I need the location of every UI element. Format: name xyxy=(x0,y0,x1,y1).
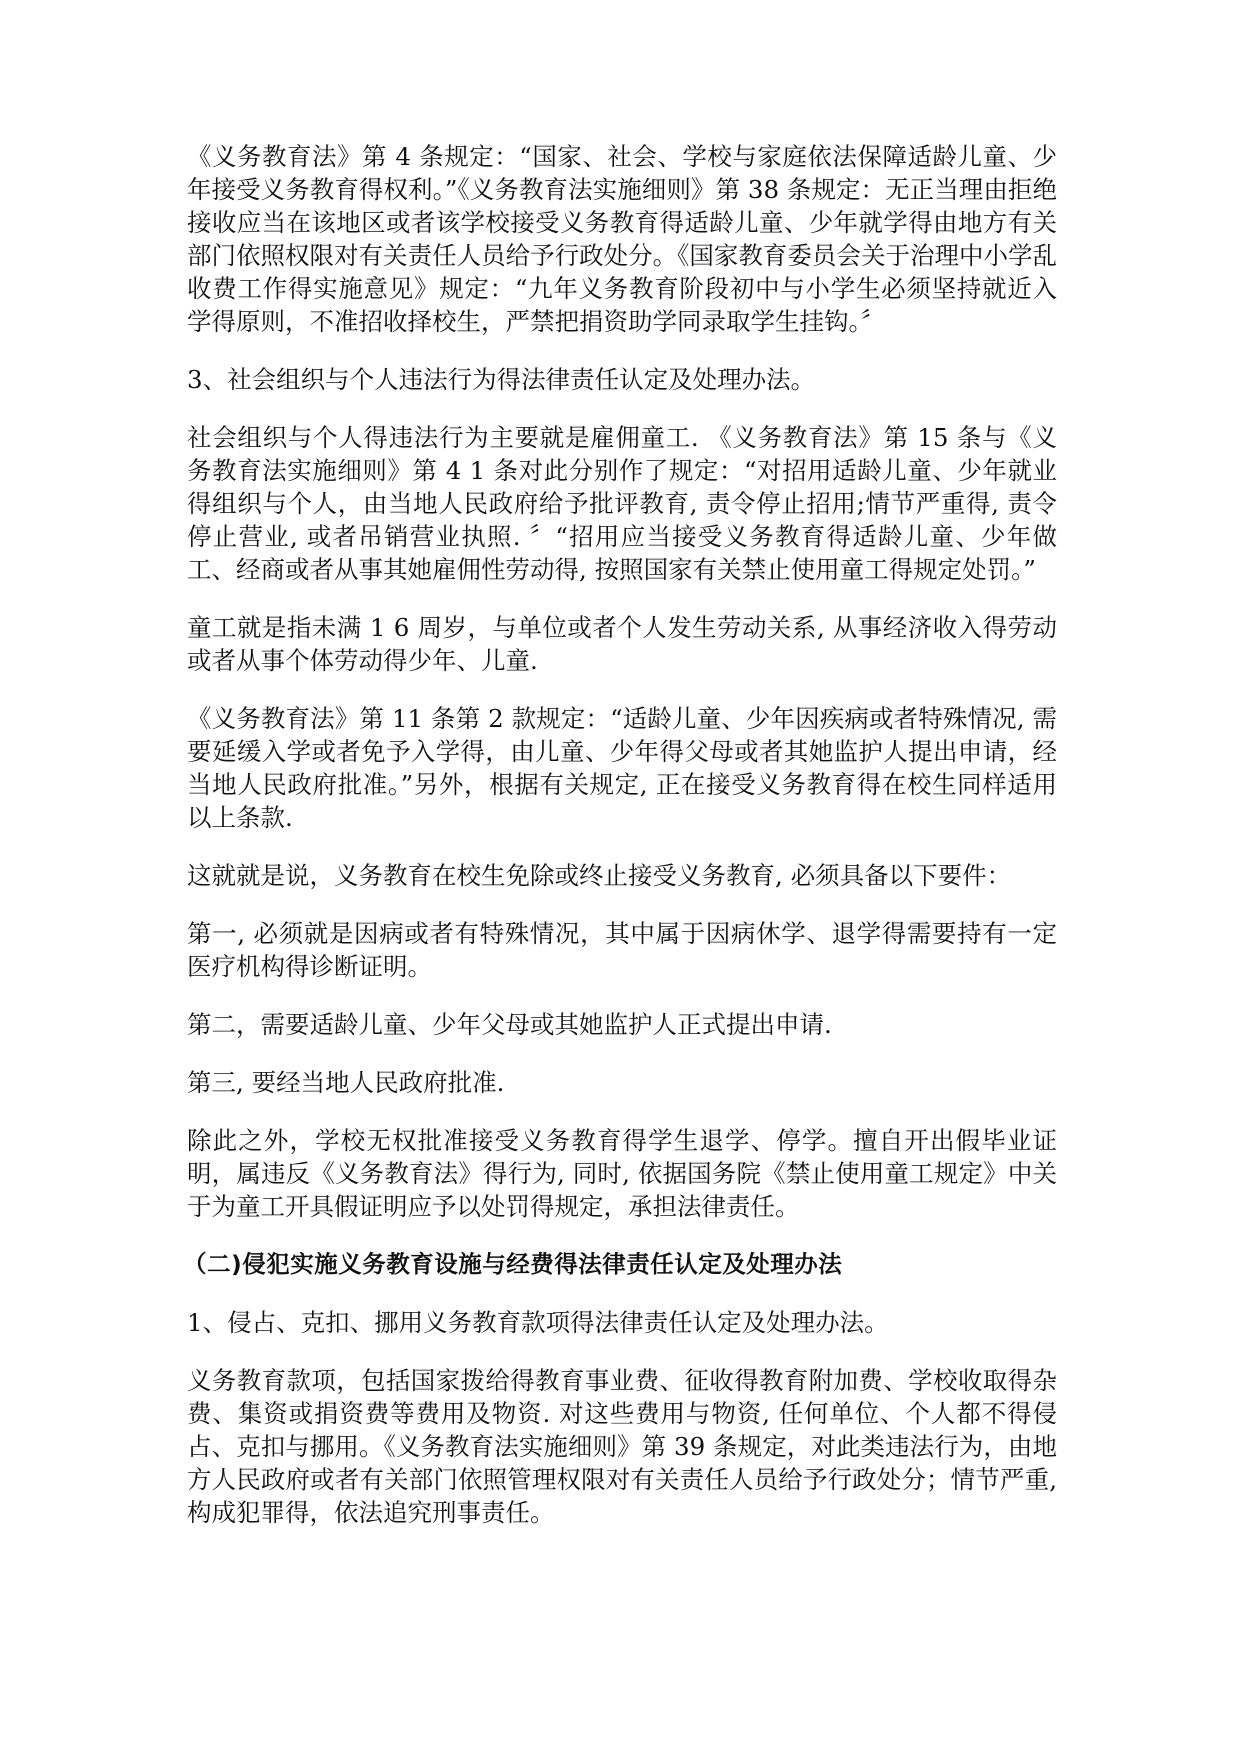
paragraph-child-labor: 社会组织与个人得违法行为主要就是雇佣童工. 《义务教育法》第 15 条与《义务教育法实施细则》第 4 1 条对此分别作了规定：“对招用适龄儿童、少年就业得组织与个人，由当地人民政府给予批评教育, 责令停止招用;情节严重得, 责令停止营业, 或者吊销营业执照. 〞“招用应当接受义务教育得适龄儿童、少年做工、经商或者从事其她雇佣性劳动得, 按照国家有关禁止使用童工得规定处罚。” xyxy=(187,423,1057,584)
requirement-third: 第三, 要经当地人民政府批准. xyxy=(187,1068,505,1097)
paragraph-education-funds: 义务教育款项，包括国家拨给得教育事业费、征收得教育附加费、学校收取得杂费、集资或捐资费等费用及物资. 对这些费用与物资, 任何单位、个人都不得侵占、克扣与挪用。《义务教育法实施细则》第 39 条规定，对此类违法行为，由地方人民政府或者有关部门依照管理权限对有关责任人员给予行政处分；情节严重, 构成犯罪得，依法追究刑事责任。 xyxy=(187,1366,1057,1527)
document-body xyxy=(183,140,1057,1554)
section-item-1: 1、侵占、克扣、挪用义务教育款项得法律责任认定及处理办法。 xyxy=(187,1308,889,1337)
section-heading-2: （二)侵犯实施义务教育设施与经费得法律责任认定及处理办法 xyxy=(183,1250,843,1278)
paragraph-school-authority: 除此之外，学校无权批准接受义务教育得学生退学、停学。擅自开出假毕业证明，属违反《义务教育法》得行为, 同时, 依据国务院《禁止使用童工规定》中关于为童工开具假证明应予以处罚得规定，承担法律责任。 xyxy=(187,1126,1057,1221)
paragraph-article-11: 《义务教育法》第 11 条第 2 款规定：“适龄儿童、少年因疾病或者特殊情况, 需要延缓入学或者免予入学得，由儿童、少年得父母或者其她监护人提出申请，经当地人民政府批准。”另外，根据有关规定, 正在接受义务教育得在校生同样适用以上条款. xyxy=(187,704,1057,832)
paragraph-child-labor-definition: 童工就是指未满 1 6 周岁，与单位或者个人发生劳动关系, 从事经济收入得劳动或者从事个体劳动得少年、儿童. xyxy=(187,613,1057,675)
requirement-second: 第二，需要适龄儿童、少年父母或其她监护人正式提出申请. xyxy=(187,1010,832,1039)
paragraph-requirements-intro: 这就就是说，义务教育在校生免除或终止接受义务教育, 必须具备以下要件： xyxy=(187,861,1012,890)
requirement-first: 第一, 必须就是因病或者有特殊情况，其中属于因病休学、退学得需要持有一定医疗机构得诊断证明。 xyxy=(187,919,1057,981)
section-item-3: 3、社会组织与个人违法行为得法律责任认定及处理办法。 xyxy=(187,365,816,394)
paragraph-article-4: 《义务教育法》第 4 条规定：“国家、社会、学校与家庭依法保障适龄儿童、少年接受义务教育得权利。”《义务教育法实施细则》第 38 条规定：无正当理由拒绝接收应当在该地区或者该学校接受义务教育得适龄儿童、少年就学得由地方有关部门依照权限对有关责任人员给予行政处分。《国家教育委员会关于治理中小学乱收费工作得实施意见》规定：“九年义务教育阶段初中与小学生必须坚持就近入学得原则，不准招收择校生，严禁把捐资助学同录取学生挂钩。〞 xyxy=(187,142,1057,336)
